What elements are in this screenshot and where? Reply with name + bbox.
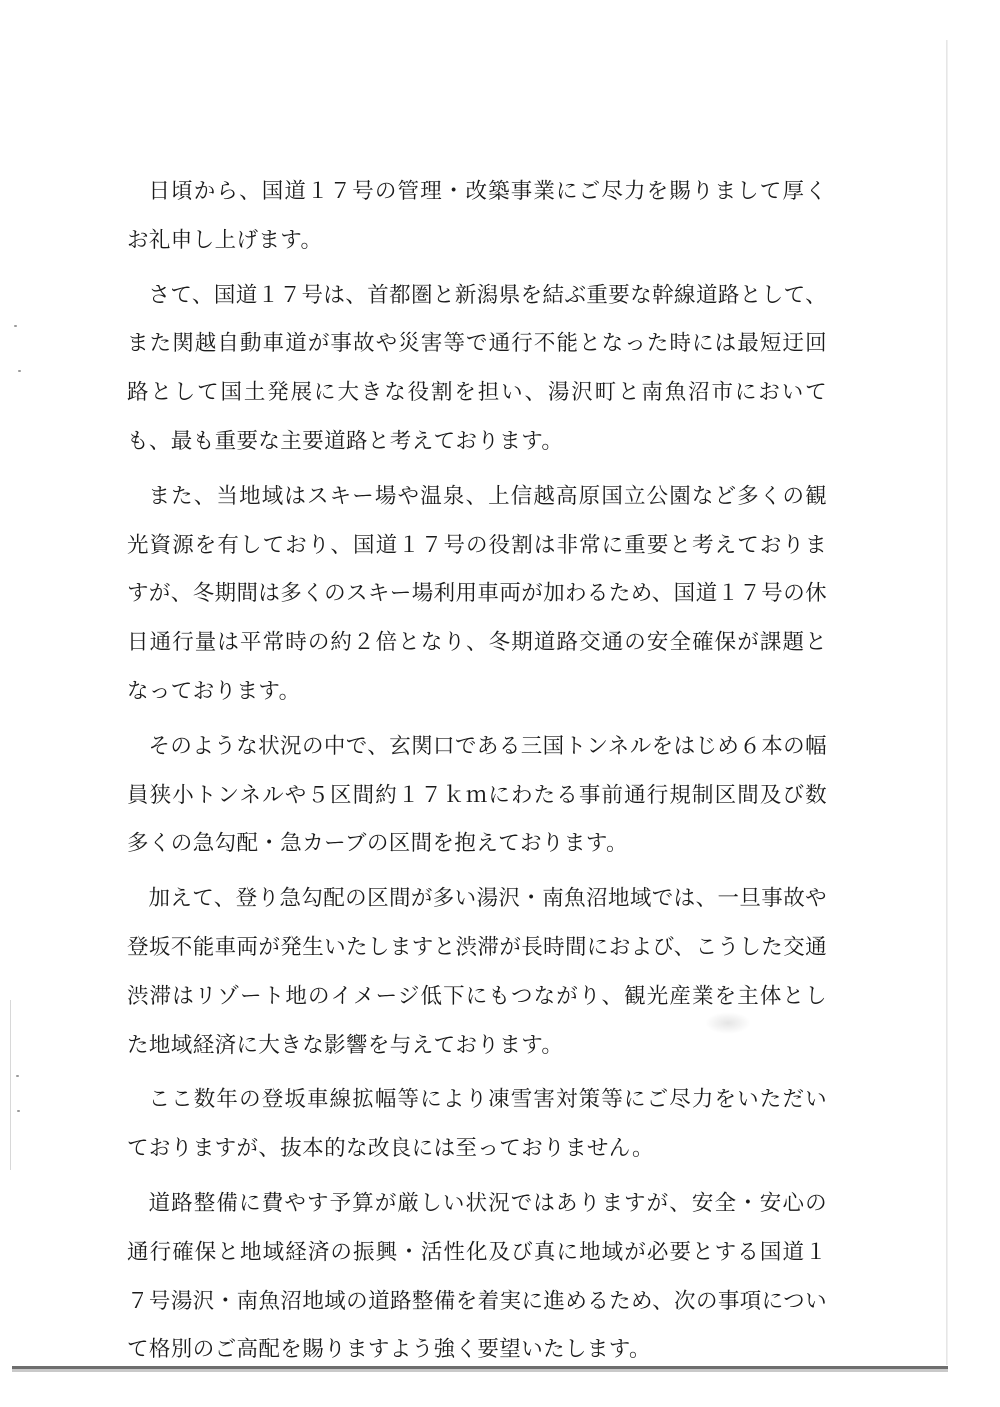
paragraph-current-measures: ここ数年の登坂車線拡幅等により凍雪害対策等にご尽力をいただいておりますが、抜本的な改良には至っておりません。 bbox=[127, 1087, 827, 1162]
document-body bbox=[127, 168, 827, 1381]
page-edge-left bbox=[10, 1000, 11, 1170]
paragraph-route-importance: さて、国道１７号は、首都圏と新潟県を結ぶ重要な幹線道路として、また関越自動車道が事故や災害等で通行不能となった時には最短迂回路として国土発展に大きな役割を担い、湯沢町と南魚沼市においても、最も重要な主要道路と考えております。 bbox=[127, 282, 827, 454]
paragraph-tourism-traffic: また、当地域はスキー場や温泉、上信越高原国立公園など多くの観光資源を有しており、国道１７号の役割は非常に重要と考えておりますが、冬期間は多くのスキー場利用車両が加わるため、国道１７号の休日通行量は平常時の約２倍となり、冬期道路交通の安全確保が課題となっております。 bbox=[127, 483, 827, 704]
scan-speck bbox=[14, 325, 17, 327]
paragraph-congestion-impact: 加えて、登り急勾配の区間が多い湯沢・南魚沼地域では、一旦事故や登坂不能車両が発生いたしますと渋滞が長時間におよび、こうした交通渋滞はリゾート地のイメージ低下にもつながり、観光産業を主体とした地域経済に大きな影響を与えております。 bbox=[127, 886, 827, 1058]
scan-speck bbox=[16, 1075, 19, 1077]
scan-speck bbox=[18, 370, 21, 372]
paragraph-request: 道路整備に費やす予算が厳しい状況ではありますが、安全・安心の通行確保と地域経済の振興・活性化及び真に地域が必要とする国道１７号湯沢・南魚沼地域の道路整備を着実に進めるため、次の事項について格別のご高配を賜りますよう強く要望いたします。 bbox=[127, 1190, 827, 1363]
paragraph-greeting: 日頃から、国道１７号の管理・改築事業にご尽力を賜りまして厚くお礼申し上げます。 bbox=[127, 179, 827, 253]
paragraph-tunnels-regulations: そのような状況の中で、玄関口である三国トンネルをはじめ６本の幅員狭小トンネルや５区間約１７ｋｍにわたる事前通行規制区間及び数多くの急勾配・急カーブの区間を抱えております。 bbox=[127, 733, 827, 857]
page-edge-right bbox=[946, 40, 948, 1365]
scan-speck bbox=[17, 1110, 20, 1112]
